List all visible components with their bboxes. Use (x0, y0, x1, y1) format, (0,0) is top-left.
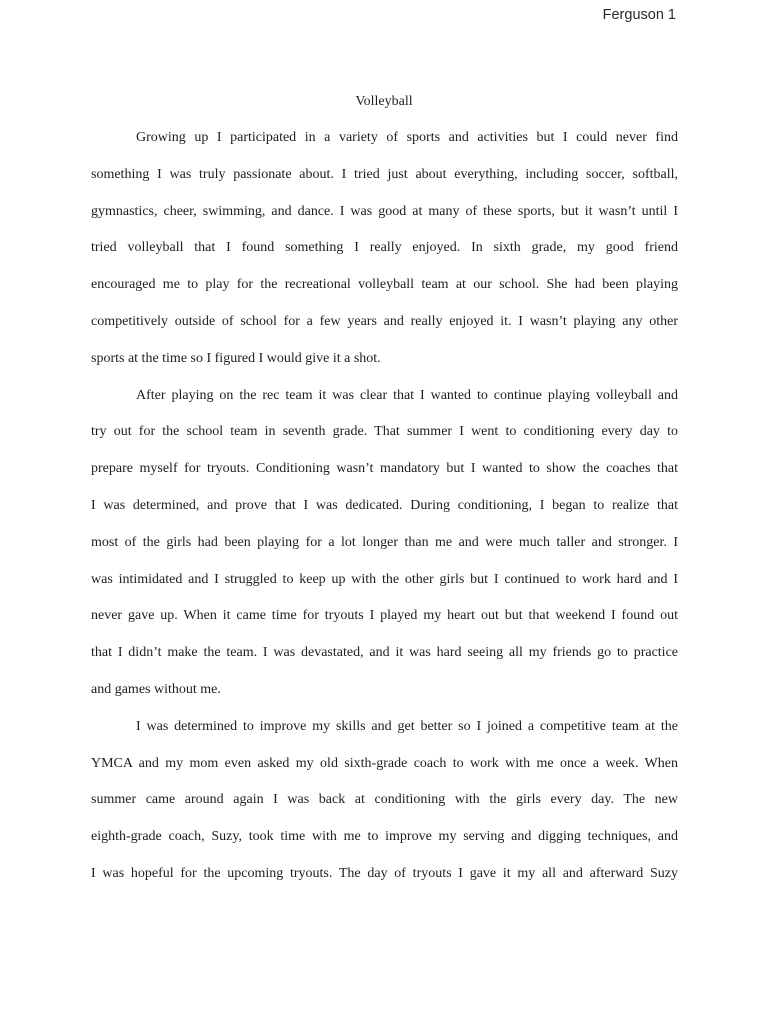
paragraph-1 (91, 120, 678, 378)
paragraph-line: competitively outside of school for a few years and really enjoyed it. I wasn’t playing any other (91, 313, 678, 329)
paragraph-line: was intimidated and I struggled to keep up with the other girls but I continued to work hard and I (91, 571, 678, 587)
paragraph-line: I was determined, and prove that I was dedicated. During conditioning, I began to realize that (91, 497, 678, 513)
paragraph-line: summer came around again I was back at conditioning with the girls every day. The new (91, 792, 678, 808)
document-title: Volleyball (355, 94, 413, 109)
paragraph-line: sports at the time so I figured I would give it a shot. (91, 350, 381, 366)
paragraph-line: eighth-grade coach, Suzy, took time with me to improve my serving and digging techniques, and (91, 829, 678, 845)
paragraph-line: try out for the school team in seventh grade. That summer I went to conditioning every day to (91, 424, 678, 440)
paragraph-line: most of the girls had been playing for a lot longer than me and were much taller and stronger. I (91, 534, 678, 550)
paragraph-line: I was hopeful for the upcoming tryouts. The day of tryouts I gave it my all and afterward Suzy (91, 865, 678, 881)
paragraph-2 (91, 378, 678, 709)
paragraph-line: YMCA and my mom even asked my old sixth-grade coach to work with me once a week. When (91, 755, 678, 771)
paragraph-line: never gave up. When it came time for tryouts I played my heart out but that weekend I found out (91, 608, 678, 624)
paragraph-line: encouraged me to play for the recreational volleyball team at our school. She had been playing (91, 277, 678, 293)
paragraph-line: that I didn’t make the team. I was devastated, and it was hard seeing all my friends go to practice (91, 645, 678, 661)
paragraph-line: something I was truly passionate about. I tried just about everything, including soccer, softball, (91, 166, 678, 182)
paragraph-line: prepare myself for tryouts. Conditioning wasn’t mandatory but I wanted to show the coaches that (91, 461, 678, 477)
paragraph-line: After playing on the rec team it was clear that I wanted to continue playing volleyball and (136, 387, 678, 403)
paragraph-line: and games without me. (91, 681, 221, 697)
paragraph-line: Growing up I participated in a variety of sports and activities but I could never find (136, 130, 678, 145)
running-head: Ferguson 1 (602, 7, 676, 23)
paragraph-3 (91, 709, 678, 893)
paragraph-line: tried volleyball that I found something I really enjoyed. In sixth grade, my good friend (91, 240, 678, 256)
paragraph-line: I was determined to improve my skills and get better so I joined a competitive team at the (136, 718, 678, 734)
document-body (91, 120, 678, 893)
paragraph-line: gymnastics, cheer, swimming, and dance. I was good at many of these sports, but it wasn’t until I (91, 203, 678, 219)
